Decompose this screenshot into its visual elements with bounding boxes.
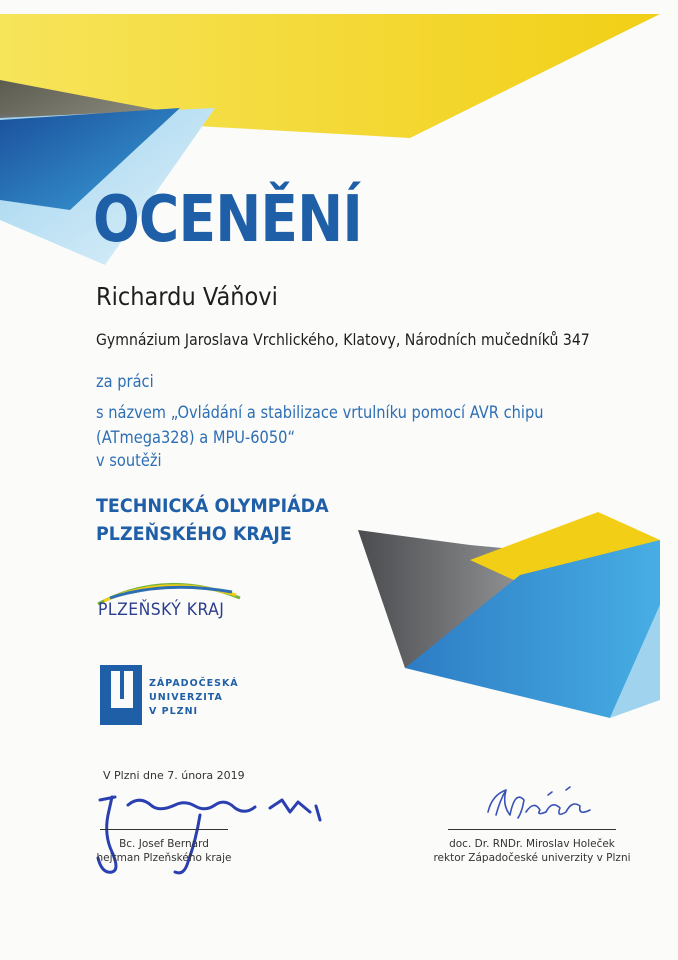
competition-name-line2: PLZEŇSKÉHO KRAJE [96,523,292,545]
school-address: Gymnázium Jaroslava Vrchlického, Klatovy, Národních mučedníků 347 [96,330,590,349]
work-title-line2: (ATmega328) a MPU-6050“ [96,428,296,448]
competition-name-line1: TECHNICKÁ OLYMPIÁDA [96,495,329,517]
signature-line-right [448,829,616,830]
work-title-line1: s názvem „Ovládání a stabilizace vrtulníku pomocí AVR chipu [96,403,544,423]
university-logo-mark [100,665,142,725]
signatory-left-name: Bc. Josef Bernard [119,838,209,850]
recipient-name: Richardu Váňovi [96,282,278,311]
competition-intro: v soutěži [96,451,162,471]
signatory-right-role: rektor Západočeské univerzity v Plzni [433,852,631,864]
signatory-right-name: doc. Dr. RNDr. Miroslav Holeček [449,838,615,850]
work-intro: za práci [96,372,154,392]
university-logo-line3: V PLZNI [149,706,199,717]
certificate-title: OCENĚNÍ [93,183,362,257]
place-and-date: V Plzni dne 7. února 2019 [103,769,245,782]
university-logo-line1: ZÁPADOČESKÁ [149,678,239,689]
signature-line-left [100,829,228,830]
bottom-right-shapes [358,512,660,718]
signatory-left-role: hejtman Plzeňského kraje [96,852,232,864]
signature-right [488,787,590,818]
region-logo-text: PLZEŇSKÝ KRAJ [98,600,225,620]
university-logo-line2: UNIVERZITA [149,692,223,703]
